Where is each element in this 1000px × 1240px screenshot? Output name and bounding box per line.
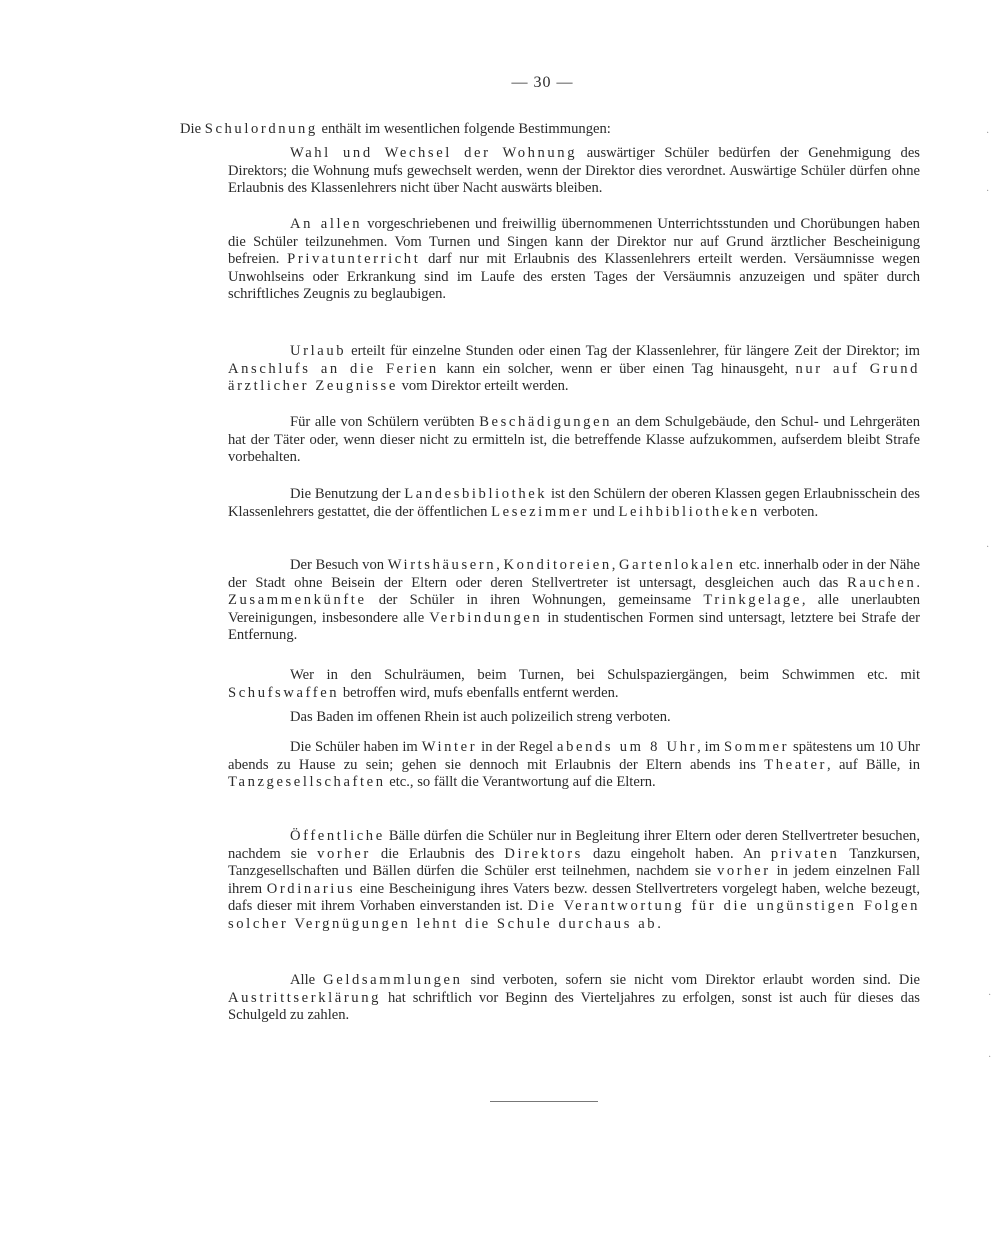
paragraph-baden: [228, 709, 920, 727]
paragraph-bibliothek: [228, 486, 920, 521]
scan-mark: ·: [986, 128, 990, 139]
paragraph-beschaedigungen: [228, 414, 920, 467]
text: ist den Schülern der oberen Klassen gegen Erlaubnisschein des Klassenlehrers gestattet, die der öffentlichen: [228, 486, 920, 520]
intro-text: Die: [180, 121, 205, 137]
text: Der Besuch von: [290, 557, 388, 573]
text: auswärtiger Schüler bedürfen der Genehmigung des Direktors; die Wohnung mufs gewechselt werden, wenn der Direktor dies verordnet. Auswärtige Schüler dürfen ohne Erlaubnis des Klassenlehrers nicht über Nacht auswärts bleiben.: [228, 145, 920, 197]
text: vorgeschriebenen und freiwillig übernommenen Unterrichtsstunden und Chorübungen haben die Schüler teilzunehmen. Vom Turnen und Singen kann der Direktor nur auf Grund ärztlicher Bescheinigung befreien.: [228, 216, 920, 268]
emphasis: Gartenlokalen: [619, 557, 736, 573]
text: .: [916, 574, 920, 591]
text: Wer in den Schulräumen, beim Turnen, bei Schulspaziergängen, beim Schwimmen etc. mit: [290, 667, 920, 683]
emphasis: Öffentliche: [290, 828, 385, 844]
closing-rule: [490, 1101, 598, 1102]
intro-line: [180, 121, 920, 139]
paragraph-unterricht: [228, 216, 920, 304]
emphasis: Beschädigungen: [479, 414, 613, 430]
text: Die Benutzung der: [290, 486, 405, 502]
text: hat schriftlich vor Beginn des Vierteljahres zu erfolgen, sonst ist auch für dieses das Schulgeld zu zahlen.: [228, 989, 920, 1024]
text: , im: [697, 739, 725, 755]
text: Die Schüler haben im: [290, 739, 422, 755]
emphasis: Austrittserklärung: [228, 989, 381, 1006]
emphasis: privaten: [770, 845, 840, 862]
emphasis: Ordinarius: [266, 880, 356, 897]
text: in jedem einzelnen Fall ihrem: [228, 863, 921, 897]
text: in studentischen Formen sind untersagt, letztere bei Strafe der Entfernung.: [228, 609, 920, 644]
text: vom Direktor erteilt werden.: [397, 378, 569, 395]
text: Bälle dürfen die Schüler nur in Begleitung ihrer Eltern oder deren Stellvertreter besuchen, nachdem sie: [228, 828, 920, 862]
paragraph-ausgehzeiten: [228, 739, 920, 792]
paragraph-urlaub: [228, 343, 920, 396]
emphasis: nur auf Grund ärztlicher Zeugnisse: [228, 360, 920, 395]
emphasis: Winter: [421, 739, 478, 755]
scan-mark: ·: [988, 1052, 992, 1063]
emphasis: Tanzgesellschaften: [228, 774, 386, 791]
text: sind verboten, sofern sie nicht vom Direktor erlaubt worden sind. Die: [462, 972, 920, 988]
text: die Erlaubnis des: [370, 845, 505, 862]
emphasis: Direktors: [504, 845, 583, 862]
emphasis: Wirtshäusern: [387, 557, 497, 573]
paragraph-wohnung: [228, 145, 920, 198]
text: dazu eingeholt haben. An: [582, 845, 771, 862]
emphasis: Trinkgelage: [703, 592, 802, 609]
text: ,: [496, 557, 504, 573]
paragraph-schufswaffen: [228, 667, 920, 702]
text: und: [589, 503, 619, 520]
paragraph-geldsammlungen: [228, 972, 920, 1025]
text: Das Baden im offenen Rhein ist auch polizeilich streng verboten.: [290, 709, 671, 725]
text: , auf Bälle, in: [826, 756, 921, 773]
emphasis: Landesbibliothek: [404, 486, 548, 502]
scan-mark: ·: [988, 990, 992, 1001]
text: verboten.: [759, 503, 819, 520]
emphasis: Konditoreien: [503, 557, 612, 573]
emphasis: Theater: [764, 756, 827, 773]
text: erteilt für einzelne Stunden oder einen Tag der Klassenlehrer, für längere Zeit der Direktor; im: [346, 343, 920, 359]
scan-mark: ·: [986, 542, 990, 553]
emphasis: Leihbibliotheken: [618, 503, 760, 520]
text: an dem Schulgebäude, den Schul- und Lehrgeräten hat der Täter oder, wenn dieser nicht zu ermitteln ist, die betreffende Klasse aufzukommen, aufserdem bleibt Strafe vorbehalten.: [228, 414, 920, 466]
emphasis: abends um 8 Uhr: [557, 739, 698, 755]
text: der Schüler in ihren Wohnungen, gemeinsame: [366, 592, 704, 609]
text: Alle: [290, 972, 324, 988]
paragraph-wirtshaeuser: [228, 557, 920, 645]
emphasis: Die Verantwortung für die ungünstigen Folgen solcher Vergnügungen lehnt die Schule durchaus ab.: [228, 898, 921, 932]
page-number: — 30 —: [511, 74, 574, 91]
emphasis: Geldsammlungen: [323, 972, 463, 988]
text: spätestens um 10 Uhr abends zu Hause zu sein; gehen sie dennoch mit Erlaubnis der Eltern abends ins: [228, 739, 920, 773]
emphasis: Privatunterricht: [287, 251, 421, 268]
emphasis: Sommer: [724, 739, 790, 755]
text: in der Regel: [477, 739, 558, 755]
emphasis: Anschlufs an die Ferien: [228, 360, 439, 377]
emphasis: Lesezimmer: [491, 503, 590, 520]
text: Für alle von Schülern verübten: [290, 414, 480, 430]
emphasis: Rauchen: [847, 574, 917, 591]
text: darf nur mit Erlaubnis des Klassenlehrers erteilt werden. Versäumnisse wegen Unwohlseins oder Erkrankung sind im Laufe des ersten Tages der Versäumnis anzuzeigen und später durch schriftliches Zeugnis zu beglaubigen.: [228, 251, 920, 303]
text: Tanzkursen, Tanzgesellschaften und Bällen dürfen die Schüler erst teilnehmen, nachdem sie: [228, 845, 921, 880]
text: ,: [611, 557, 620, 573]
text: etc. innerhalb oder in der Nähe der Stadt ohne Beisein der Eltern oder deren Stellvertreter ist untersagt, desgleichen auch das: [228, 557, 921, 591]
paragraph-baelle: [228, 828, 920, 934]
text: eine Bescheinigung ihres Vaters bezw. dessen Stellvertreters vorgelegt haben, welche bezeugt, dafs dieser mit ihrem Vorhaben einverstanden ist.: [228, 880, 920, 915]
emphasis: Schufswaffen: [228, 684, 340, 701]
emphasis: Wahl und Wechsel der Wohnung: [290, 145, 578, 161]
emphasis: Verbindungen: [429, 609, 543, 626]
emphasis: vorher: [317, 845, 371, 862]
emphasis: An allen: [290, 216, 363, 232]
intro-text: enthält im wesentlichen folgende Bestimmungen:: [317, 121, 611, 137]
text: , alle unerlaubten Vereinigungen, insbesondere alle: [228, 592, 920, 626]
scan-mark: ·: [986, 186, 990, 197]
intro-emphasis: Schulordnung: [204, 121, 318, 137]
text: betroffen wird, mufs ebenfalls entfernt werden.: [339, 684, 619, 701]
text: etc., so fällt die Verantwortung auf die Eltern.: [385, 774, 656, 791]
emphasis: Urlaub: [290, 343, 347, 359]
text: kann ein solcher, wenn er über einen Tag hinausgeht,: [438, 360, 796, 377]
emphasis: vorher: [716, 863, 771, 880]
emphasis: Zusammenkünfte: [228, 592, 367, 609]
